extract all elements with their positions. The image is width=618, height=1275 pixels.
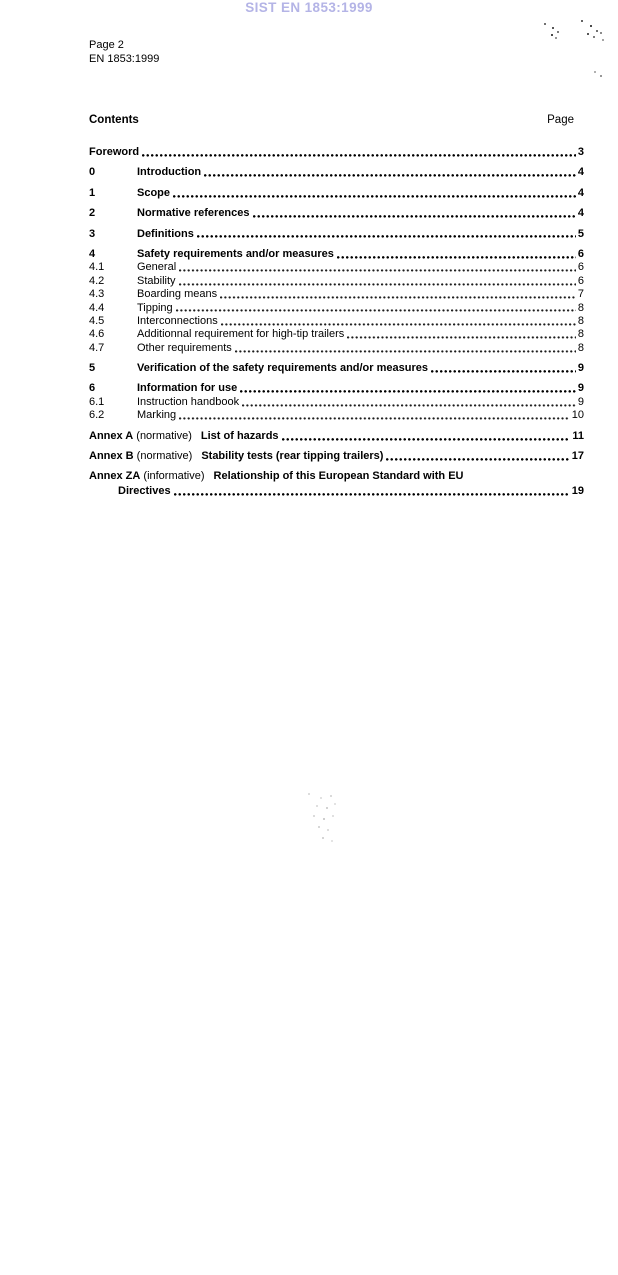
toc-entry-text: Foreword xyxy=(89,146,140,158)
toc-entry-page: 4 xyxy=(577,186,584,199)
toc-entry-number: 4.2 xyxy=(89,274,105,287)
toc-entry-text: Other requirements xyxy=(137,341,232,354)
page-column-label: Page xyxy=(547,114,574,126)
toc-entry xyxy=(89,396,584,409)
toc-entry-page: 17 xyxy=(571,450,584,463)
toc-entry-number: 4.1 xyxy=(89,261,105,274)
toc-leader-dots xyxy=(174,493,570,496)
toc-entry-text: Verification of the safety requirements and/or measures xyxy=(137,362,428,375)
toc-entry-text: Stability tests (rear tipping trailers) xyxy=(201,450,384,463)
toc-entry xyxy=(89,328,584,341)
toc-leader-dots xyxy=(176,309,576,312)
toc-entry-title xyxy=(137,315,218,328)
toc-entry-page: 6 xyxy=(577,274,584,287)
toc-leader-dots xyxy=(221,323,576,326)
toc-leader-dots xyxy=(235,350,576,353)
toc-entry xyxy=(89,146,584,159)
toc-leader-dots xyxy=(220,296,576,299)
toc-entry-text: Instruction handbook xyxy=(137,395,240,408)
toc-entry-text: Boarding means xyxy=(137,288,218,301)
toc-entry-number: 6.2 xyxy=(89,409,105,422)
toc-entry-text: List of hazards xyxy=(200,429,279,442)
toc-entry-title xyxy=(89,430,279,443)
toc-entry xyxy=(89,450,584,463)
scan-smudge xyxy=(308,793,310,795)
contents-header xyxy=(89,113,584,127)
toc-entry-text: Normative references xyxy=(137,207,250,220)
toc-leader-dots xyxy=(347,336,576,339)
toc-leader-dots xyxy=(179,283,576,286)
toc-entry xyxy=(89,261,584,274)
toc-entry-title xyxy=(137,288,217,301)
toc-entry-text: Safety requirements and/or measures xyxy=(137,247,334,260)
toc-entry-text: Definitions xyxy=(137,227,194,240)
toc-entry-page: 10 xyxy=(571,409,584,422)
toc-entry-text: Annex ZA xyxy=(89,470,141,483)
toc-entry-number: 4.3 xyxy=(89,288,105,301)
toc-entry-text: Stability xyxy=(137,274,176,287)
toc-list xyxy=(89,146,584,499)
toc-entry-text: Interconnections xyxy=(137,314,218,327)
toc-entry-page: 6 xyxy=(577,261,584,274)
toc-entry-number: 4.4 xyxy=(89,301,105,314)
toc-entry-title xyxy=(137,409,176,422)
toc-entry-text: Information for use xyxy=(137,382,238,395)
toc-entry-page: 9 xyxy=(577,395,584,408)
toc-entry-page: 4 xyxy=(577,207,584,220)
toc-entry-text: Scope xyxy=(137,186,171,199)
toc-entry-number: 3 xyxy=(89,227,96,240)
toc-entry xyxy=(89,382,584,395)
toc-entry-page: 8 xyxy=(577,301,584,314)
toc-entry-number: 0 xyxy=(89,166,96,179)
toc-entry-title xyxy=(137,261,176,274)
toc-leader-dots xyxy=(240,390,576,393)
toc-entry-page: 19 xyxy=(571,485,584,498)
toc-entry-title xyxy=(137,166,201,179)
toc-entry-text: Annex A xyxy=(89,429,134,442)
toc-entry-title xyxy=(137,362,428,375)
toc-leader-dots xyxy=(253,215,576,218)
toc-entry-number: 4.7 xyxy=(89,341,105,354)
scan-noise-speckles xyxy=(544,23,546,25)
toc-leader-dots xyxy=(179,269,576,272)
toc-entry-number: 4.5 xyxy=(89,314,105,327)
toc-entry-page: 8 xyxy=(577,314,584,327)
page-number-label: Page 2 xyxy=(89,39,124,51)
toc-entry xyxy=(89,342,584,355)
toc-entry xyxy=(89,362,584,375)
toc-entry-text: (normative) xyxy=(133,450,193,463)
toc-leader-dots xyxy=(173,195,576,198)
toc-entry-page: 8 xyxy=(577,341,584,354)
toc-entry-title xyxy=(137,302,173,315)
toc-entry-page: 6 xyxy=(577,247,584,260)
page-header xyxy=(89,39,159,66)
toc-entry-text: Tipping xyxy=(137,301,173,314)
toc-entry-title xyxy=(137,275,176,288)
toc-entry xyxy=(89,228,584,241)
watermark-text: SIST EN 1853:1999 xyxy=(245,0,373,15)
toc-entry-page: 3 xyxy=(577,146,584,158)
toc-entry-number: 6 xyxy=(89,382,96,395)
toc-entry-title xyxy=(137,382,237,395)
toc-leader-dots xyxy=(282,438,571,441)
toc-entry-page: 5 xyxy=(577,227,584,240)
toc-entry-page: 9 xyxy=(577,362,584,375)
toc-leader-dots xyxy=(179,417,570,420)
contents-title: Contents xyxy=(89,114,139,126)
toc-entry-title xyxy=(118,485,171,498)
toc-entry-title xyxy=(137,248,334,261)
toc-entry xyxy=(89,275,584,288)
toc-leader-dots xyxy=(242,404,576,407)
toc-entry-text: Annex B xyxy=(89,450,134,463)
toc-entry xyxy=(89,207,584,220)
toc-entry xyxy=(89,430,584,443)
toc-entry-title xyxy=(137,187,170,200)
toc-entry-number: 4.6 xyxy=(89,328,105,341)
toc-entry-title xyxy=(137,228,194,241)
toc-entry-text: (informative) xyxy=(140,470,205,483)
toc-entry-page: 9 xyxy=(577,382,584,395)
toc-leader-dots xyxy=(337,256,576,259)
toc-leader-dots xyxy=(204,174,576,177)
toc-entry-number: 4 xyxy=(89,247,96,260)
toc-entry xyxy=(89,166,584,179)
toc-entry-number: 2 xyxy=(89,207,96,220)
toc-leader-dots xyxy=(197,235,576,238)
toc-entry-title xyxy=(137,328,344,341)
toc-entry-page: 8 xyxy=(577,328,584,341)
toc-entry xyxy=(89,187,584,200)
toc-entry-text: (normative) xyxy=(133,429,192,442)
toc-entry xyxy=(89,315,584,328)
toc-entry-text: Additionnal requirement for high-tip trailers xyxy=(137,328,345,341)
toc-entry-title xyxy=(137,396,239,409)
toc-entry xyxy=(89,288,584,301)
toc-entry-title xyxy=(89,146,139,159)
toc-entry-title xyxy=(137,342,232,355)
toc-entry xyxy=(89,302,584,315)
standard-reference: EN 1853:1999 xyxy=(89,52,160,65)
toc-entry-text: Directives xyxy=(118,485,171,498)
toc-leader-dots xyxy=(431,370,576,373)
toc-entry-text: General xyxy=(137,261,177,274)
toc-entry xyxy=(89,485,584,498)
scan-noise-speckles xyxy=(594,71,596,73)
toc-entry-number: 6.1 xyxy=(89,395,105,408)
toc-entry-text: Relationship of this European Standard with EU xyxy=(213,470,464,483)
toc-entry-page: 7 xyxy=(577,288,584,301)
toc-entry-page: 11 xyxy=(572,429,584,442)
toc-entry-number: 5 xyxy=(89,362,96,375)
scan-noise-speckles xyxy=(581,20,583,22)
toc-entry-title xyxy=(89,450,383,463)
toc-entry xyxy=(89,248,584,261)
toc-entry-text: Introduction xyxy=(137,166,202,179)
toc-entry-number: 1 xyxy=(89,186,96,199)
toc-entry-title xyxy=(89,470,464,483)
toc-entry-page: 4 xyxy=(577,166,584,179)
toc-entry-title xyxy=(137,207,250,220)
toc-leader-dots xyxy=(142,154,576,157)
toc-entry xyxy=(89,409,584,422)
toc-entry xyxy=(89,470,584,483)
toc-leader-dots xyxy=(386,458,569,461)
toc-entry-text: Marking xyxy=(137,409,177,422)
